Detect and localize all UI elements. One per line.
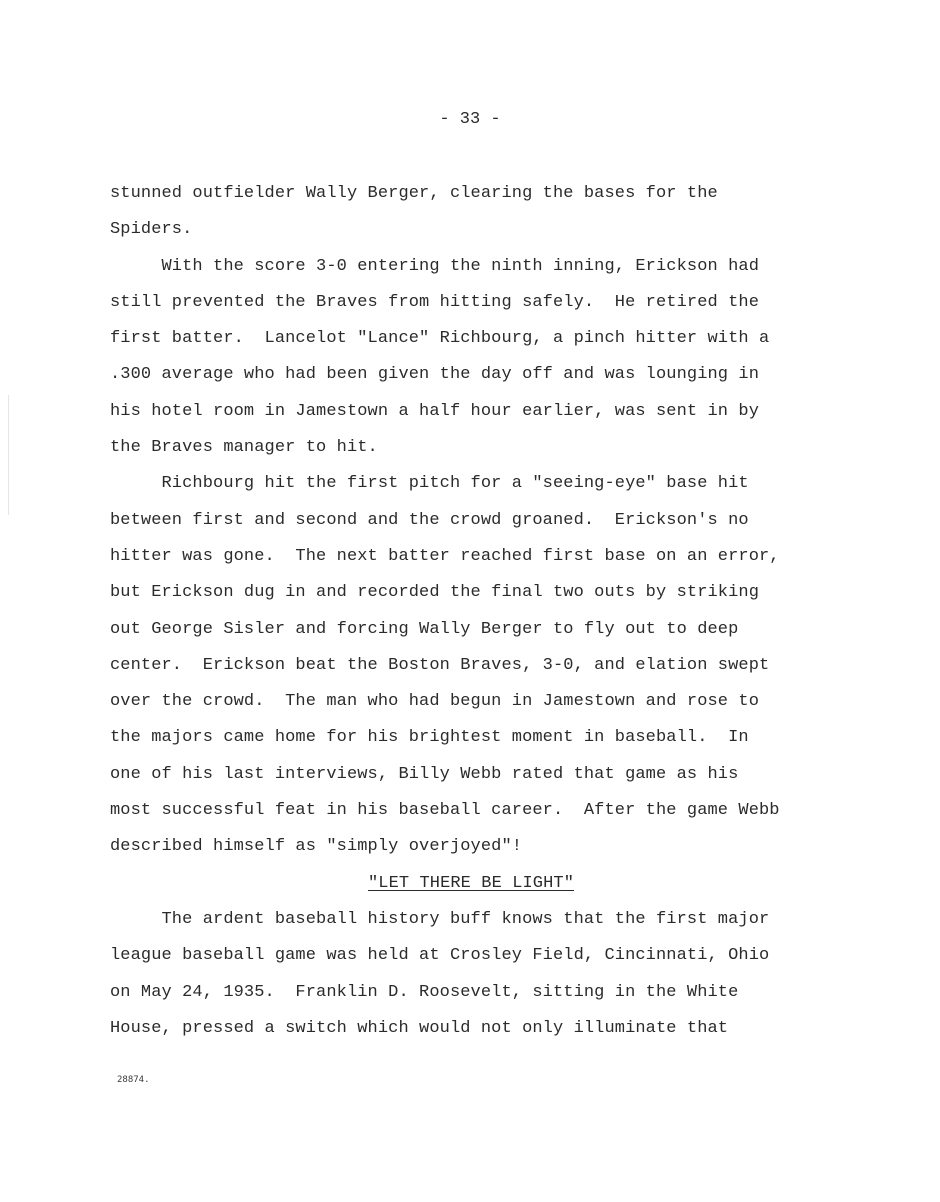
section-heading: "LET THERE BE LIGHT" <box>367 873 575 893</box>
text-line: still prevented the Braves from hitting safely. He retired the <box>110 292 760 312</box>
text-line: House, pressed a switch which would not only illuminate that <box>110 1018 729 1038</box>
text-line: center. Erickson beat the Boston Braves, 3-0, and elation swept <box>110 655 770 675</box>
text-line: most successful feat in his baseball career. After the game Webb <box>110 801 780 821</box>
text-line: Spiders. <box>110 220 193 240</box>
text-line: With the score 3-0 entering the ninth inning, Erickson had <box>110 256 760 276</box>
text-line: the Braves manager to hit. <box>110 438 378 458</box>
text-line: the majors came home for his brightest moment in baseball. In <box>110 728 749 748</box>
scan-margin-mark <box>8 395 9 515</box>
body-text <box>110 180 840 1051</box>
text-line: between first and second and the crowd groaned. Erickson's no <box>110 510 749 530</box>
page-number: - 33 - <box>439 110 501 129</box>
text-line: described himself as "simply overjoyed"! <box>110 837 523 857</box>
text-line: one of his last interviews, Billy Webb rated that game as his <box>110 764 739 784</box>
text-line: league baseball game was held at Crosley Field, Cincinnati, Ohio <box>110 946 770 966</box>
text-line: hitter was gone. The next batter reached first base on an error, <box>110 546 780 566</box>
text-line: but Erickson dug in and recorded the final two outs by striking <box>110 583 760 603</box>
text-line: first batter. Lancelot "Lance" Richbourg, a pinch hitter with a <box>110 329 770 349</box>
text-line: his hotel room in Jamestown a half hour earlier, was sent in by <box>110 401 760 421</box>
text-line: .300 average who had been given the day off and was lounging in <box>110 365 760 385</box>
document-id: 28874. <box>117 1075 150 1085</box>
text-line: out George Sisler and forcing Wally Berger to fly out to deep <box>110 619 739 639</box>
text-line: on May 24, 1935. Franklin D. Roosevelt, sitting in the White <box>110 982 739 1002</box>
text-line: stunned outfielder Wally Berger, clearing the bases for the <box>110 184 718 203</box>
text-line: Richbourg hit the first pitch for a "seeing-eye" base hit <box>110 474 749 494</box>
text-line: over the crowd. The man who had begun in Jamestown and rose to <box>110 692 760 712</box>
text-line: The ardent baseball history buff knows that the first major <box>110 909 770 929</box>
